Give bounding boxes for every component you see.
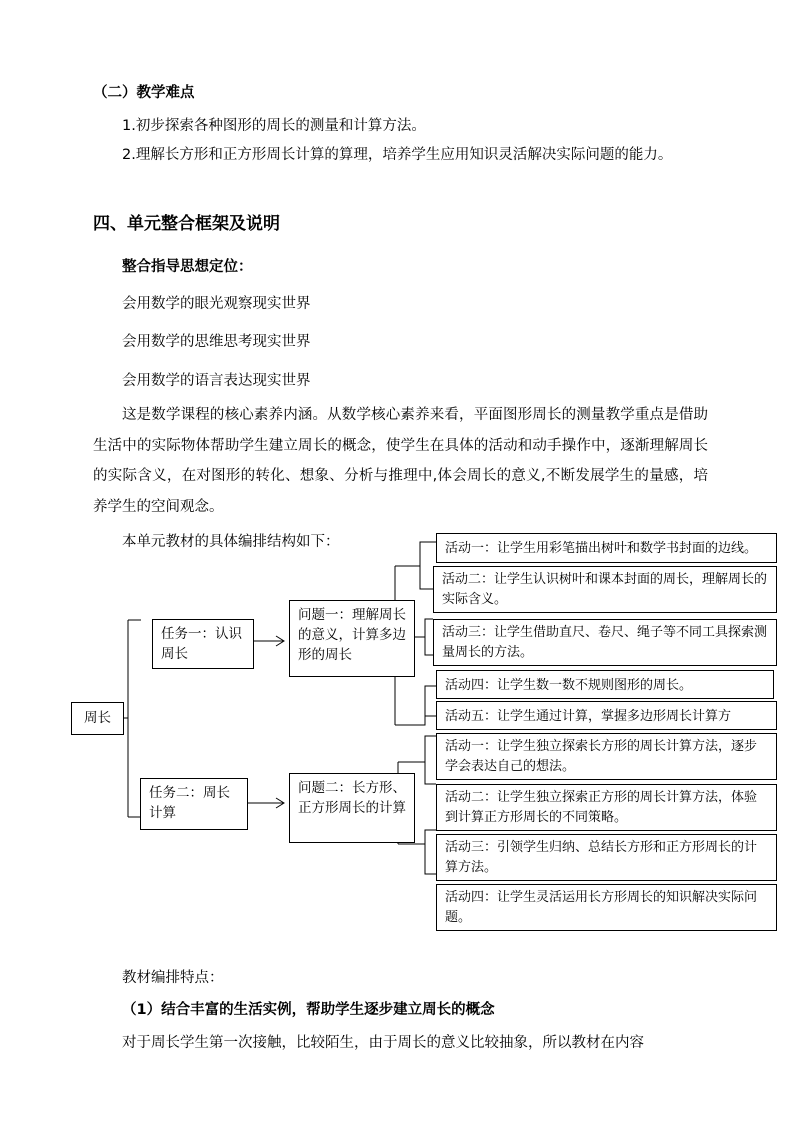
features-heading: 教材编排特点： [122, 970, 224, 986]
task1-activity-5: 活动五：让学生通过计算，掌握多边形周长计算方 [436, 701, 777, 730]
task1-activity-3: 活动三：让学生借助直尺、卷尺、绳子等不同工具探索测量周长的方法。 [433, 619, 777, 666]
problem-2-box: 问题二：长方形、正方形周长的计算 [289, 773, 415, 843]
guide-line-1: 会用数学的眼光观察现实世界 [122, 296, 311, 312]
problem-1-box: 问题一：理解周长的意义，计算多边形的周长 [289, 600, 415, 677]
task2-activity-1: 活动一：让学生独立探索长方形的周长计算方法，逐步学会表达自己的想法。 [436, 733, 777, 780]
feature-point-1: （1）结合丰富的生活实例，帮助学生逐步建立周长的概念 [122, 1002, 495, 1018]
task1-activity-2: 活动二：让学生认识树叶和课本封面的周长，理解周长的实际含义。 [433, 566, 777, 613]
diagram-root-perimeter: 周长 [71, 702, 124, 735]
task1-activity-4: 活动四：让学生数一数不规则图形的周长。 [436, 670, 774, 699]
section-heading: 四、单元整合框架及说明 [93, 214, 280, 234]
difficulties-heading: （二）教学难点 [93, 85, 195, 101]
difficulty-item-1: 1.初步探索各种图形的周长的测量和计算方法。 [122, 118, 426, 134]
structure-intro: 本单元教材的具体编排结构如下： [122, 534, 340, 550]
task-1-box: 任务一：认识周长 [152, 619, 254, 669]
task2-activity-4: 活动四：让学生灵活运用长方形周长的知识解决实际问题。 [436, 884, 777, 931]
task1-activity-1: 活动一：让学生用彩笔描出树叶和数学书封面的边线。 [436, 533, 777, 563]
core-literacy-paragraph: 这是数学课程的核心素养内涵。从数学核心素养来看，平面图形周长的测量教学重点是借助生活中的实际物体帮助学生建立周长的概念，使学生在具体的活动和动手操作中，逐渐理解周长的实际含义，在对图形的转化、想象、分析与推理中,体会周长的意义,不断发展学生的量感，培养学生的空间观念。 [93, 407, 708, 515]
guide-line-3: 会用数学的语言表达现实世界 [122, 373, 311, 389]
task2-activity-3: 活动三：引领学生归纳、总结长方形和正方形周长的计算方法。 [436, 834, 777, 881]
feature-text: 对于周长学生第一次接触，比较陌生，由于周长的意义比较抽象，所以教材在内容 [122, 1035, 644, 1051]
guide-heading: 整合指导思想定位： [122, 259, 253, 275]
task2-activity-2: 活动二：让学生独立探索正方形的周长计算方法，体验到计算正方形周长的不同策略。 [436, 784, 777, 831]
difficulty-item-2: 2.理解长方形和正方形周长计算的算理，培养学生应用知识灵活解决实际问题的能力。 [122, 147, 673, 163]
guide-line-2: 会用数学的思维思考现实世界 [122, 334, 311, 350]
task-2-box: 任务二：周长计算 [140, 778, 248, 830]
